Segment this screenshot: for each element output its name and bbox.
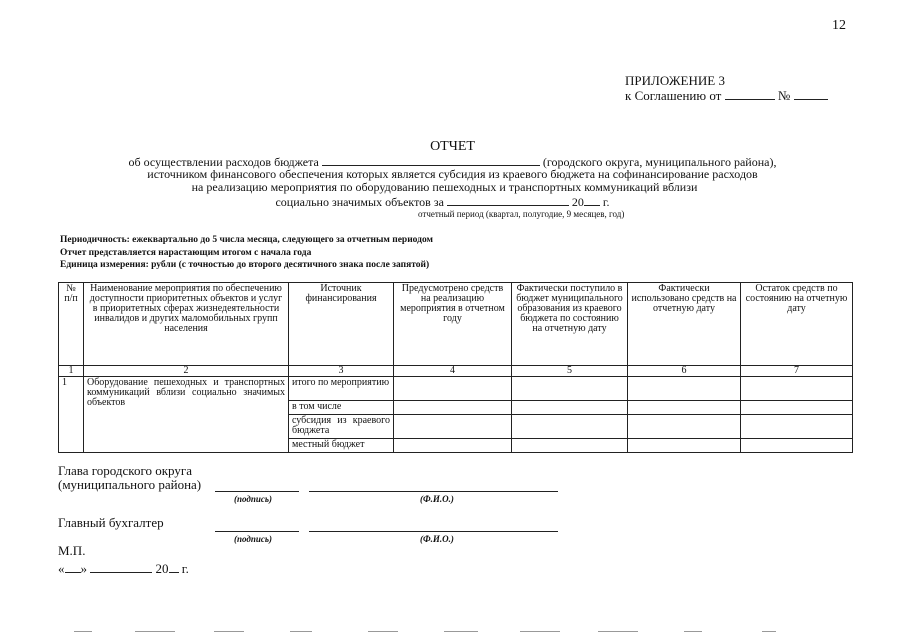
planned-total-cell[interactable] bbox=[394, 377, 512, 401]
report-year-suffix: г. bbox=[602, 195, 610, 209]
header-received-funds: Фактически поступило в бюджет муниципального образования из краевого бюджета по состоянию на отчетную дату bbox=[512, 283, 628, 366]
report-line-1-prefix: об осуществлении расходов бюджета bbox=[128, 155, 319, 169]
cumulative-note: Отчет представляется нарастающим итогом с начала года bbox=[60, 248, 312, 258]
row-number-cell: 1 bbox=[59, 377, 84, 453]
planned-subsidy-cell[interactable] bbox=[394, 415, 512, 439]
head-title bbox=[58, 464, 201, 492]
head-title-line-1: Глава городского округа bbox=[58, 463, 192, 478]
appendix-title: ПРИЛОЖЕНИЕ 3 bbox=[625, 73, 725, 88]
date-year-suffix: г. bbox=[181, 561, 189, 576]
agreement-number-field[interactable] bbox=[794, 88, 828, 100]
report-period-field[interactable] bbox=[447, 194, 569, 206]
appendix-agreement-label: к Соглашению от bbox=[625, 88, 722, 103]
received-local-cell[interactable] bbox=[512, 439, 628, 453]
header-activity-name: Наименование мероприятия по обеспечению доступности приоритетных объектов и услуг в приоритетных сферах жизнедеятельности инвалидов и других маломобильных групп населения bbox=[84, 283, 289, 366]
header-number: № п/п bbox=[59, 283, 84, 366]
report-line-2: источником финансового обеспечения которых является субсидия из краевого бюджета на софинансирование расходов bbox=[147, 167, 758, 181]
appendix-agreement-line bbox=[625, 88, 828, 103]
report-table bbox=[58, 282, 853, 453]
head-signature-hint: (подпись) bbox=[234, 494, 272, 504]
date-close-quote: » bbox=[80, 561, 87, 576]
header-used-funds: Фактически использовано средств на отчетную дату bbox=[628, 283, 741, 366]
source-including-cell: в том числе bbox=[289, 401, 394, 415]
scan-artifact bbox=[762, 631, 776, 632]
received-including-cell[interactable] bbox=[512, 401, 628, 415]
used-including-cell[interactable] bbox=[628, 401, 741, 415]
scan-artifact bbox=[444, 631, 478, 632]
received-subsidy-cell[interactable] bbox=[512, 415, 628, 439]
accountant-name-field[interactable] bbox=[309, 531, 558, 532]
column-number: 3 bbox=[289, 366, 394, 377]
planned-including-cell[interactable] bbox=[394, 401, 512, 415]
table-header-row bbox=[59, 283, 853, 366]
scan-artifact bbox=[368, 631, 398, 632]
report-line-1-suffix: (городского округа, муниципального района), bbox=[542, 155, 777, 169]
accountant-signature-field[interactable] bbox=[215, 531, 299, 532]
scan-artifact bbox=[598, 631, 638, 632]
column-number: 2 bbox=[84, 366, 289, 377]
column-number: 4 bbox=[394, 366, 512, 377]
scan-artifact bbox=[214, 631, 244, 632]
appendix-header bbox=[625, 74, 828, 103]
remaining-subsidy-cell[interactable] bbox=[741, 415, 853, 439]
date-year-prefix: 20 bbox=[155, 561, 169, 576]
report-year-prefix: 20 bbox=[571, 195, 584, 209]
head-name-hint: (Ф.И.О.) bbox=[420, 494, 454, 504]
accountant-title: Главный бухгалтер bbox=[58, 515, 164, 530]
stamp-place: М.П. bbox=[58, 543, 86, 558]
header-funding-source: Источник финансирования bbox=[289, 283, 394, 366]
agreement-number-sign: № bbox=[777, 88, 791, 103]
report-line-4 bbox=[0, 194, 895, 210]
column-number: 6 bbox=[628, 366, 741, 377]
source-local-budget-cell: местный бюджет bbox=[289, 439, 394, 453]
date-month-field[interactable] bbox=[90, 561, 152, 573]
head-title-line-2: (муниципального района) bbox=[58, 477, 202, 492]
planned-local-cell[interactable] bbox=[394, 439, 512, 453]
accountant-signature-hint: (подпись) bbox=[234, 534, 272, 544]
source-total-cell: итого по мероприятию bbox=[289, 377, 394, 401]
column-number-row bbox=[59, 366, 853, 377]
report-title: ОТЧЕТ bbox=[430, 139, 475, 154]
report-line-3: на реализацию мероприятия по оборудованию пешеходных и транспортных коммуникаций вблизи bbox=[191, 180, 698, 194]
column-number: 5 bbox=[512, 366, 628, 377]
activity-name-cell: Оборудование пешеходных и транспортных коммуникаций вблизи социально значимых объектов bbox=[84, 377, 289, 453]
period-hint: отчетный период (квартал, полугодие, 9 месяцев, год) bbox=[418, 209, 625, 219]
unit-note: Единица измерения: рубли (с точностью до второго десятичного знака после запятой) bbox=[60, 260, 430, 270]
used-subsidy-cell[interactable] bbox=[628, 415, 741, 439]
date-year-field[interactable] bbox=[169, 561, 179, 573]
page-number: 12 bbox=[832, 18, 846, 33]
report-line-4-prefix: социально значимых объектов за bbox=[275, 195, 444, 209]
used-local-cell[interactable] bbox=[628, 439, 741, 453]
report-year-field[interactable] bbox=[584, 194, 600, 206]
header-remaining-funds: Остаток средств по состоянию на отчетную дату bbox=[741, 283, 853, 366]
remaining-total-cell[interactable] bbox=[741, 377, 853, 401]
scan-artifact bbox=[290, 631, 312, 632]
scan-artifact bbox=[74, 631, 92, 632]
date-line bbox=[58, 561, 189, 576]
column-number: 7 bbox=[741, 366, 853, 377]
budget-name-field[interactable] bbox=[322, 154, 540, 166]
date-open-quote: « bbox=[58, 561, 65, 576]
head-signature-field[interactable] bbox=[215, 491, 299, 492]
periodicity-note: Периодичность: ежеквартально до 5 числа месяца, следующего за отчетным периодом bbox=[60, 235, 433, 245]
header-planned-funds: Предусмотрено средств на реализацию мероприятия в отчетном году bbox=[394, 283, 512, 366]
head-name-field[interactable] bbox=[309, 491, 558, 492]
remaining-local-cell[interactable] bbox=[741, 439, 853, 453]
remaining-including-cell[interactable] bbox=[741, 401, 853, 415]
source-subsidy-cell: субсидия из краевого бюджета bbox=[289, 415, 394, 439]
used-total-cell[interactable] bbox=[628, 377, 741, 401]
date-day-field[interactable] bbox=[65, 561, 81, 573]
column-number: 1 bbox=[59, 366, 84, 377]
scan-artifact bbox=[135, 631, 175, 632]
scan-artifact bbox=[684, 631, 702, 632]
scan-artifact bbox=[520, 631, 560, 632]
received-total-cell[interactable] bbox=[512, 377, 628, 401]
accountant-name-hint: (Ф.И.О.) bbox=[420, 534, 454, 544]
table-row bbox=[59, 377, 853, 401]
agreement-date-field[interactable] bbox=[725, 88, 775, 100]
